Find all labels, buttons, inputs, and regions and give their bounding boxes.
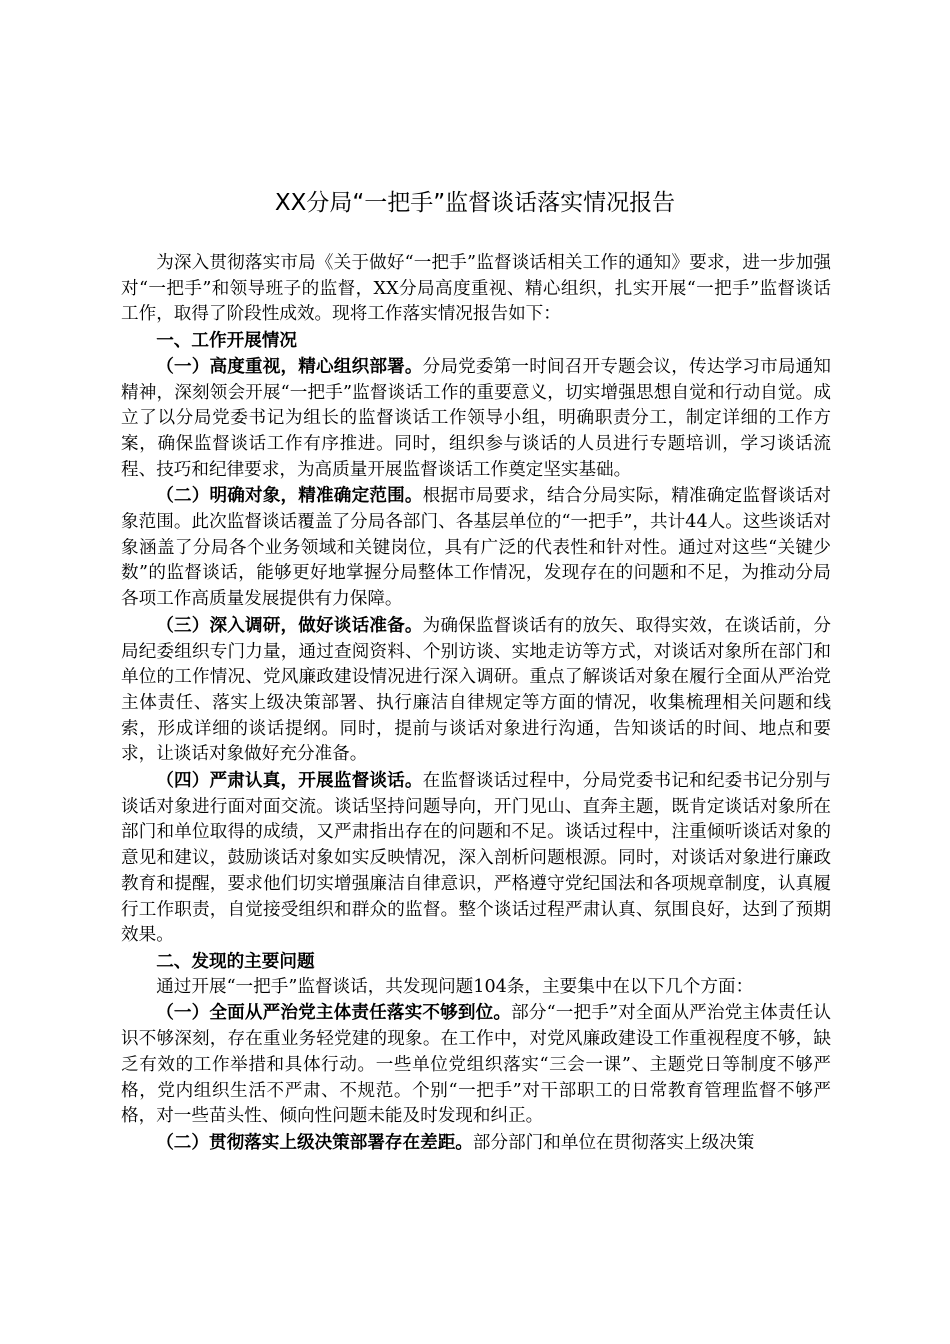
paragraph-text: 在监督谈话过程中，分局党委书记和纪委书记分别与谈话对象进行面对面交流。谈话坚持问题导向，开门见山、直奔主题，既肯定谈话对象所在部门和单位取得的成绩，又严肃指出存在的问题和不足。谈话过程中，注重倾听谈话对象的意见和建议，鼓励谈话对象如实反映情况，深入剖析问题根源。同时，对谈话对象进行廉政教育和提醒，要求他们切实增强廉洁自律意识，严格遵守党纪国法和各项规章制度，认真履行工作职责，自觉接受组织和群众的监督。整个谈话过程严肃认真、氛围良好，达到了预期效果。	[121, 771, 831, 946]
paragraph-lead: （二）明确对象，精准确定范围。	[156, 485, 423, 507]
paragraph-text: 分局党委第一时间召开专题会议，传达学习市局通知精神，深刻领会开展“一把手”监督谈话工作的重要意义，切实增强思想自觉和行动自觉。成立了以分局党委书记为组长的监督谈话工作领导小组，明确职责分工，制定详细的工作方案，确保监督谈话工作有序推进。同时，组织参与谈话的人员进行专题培训，学习谈话流程、技巧和纪律要求，为高质量开展监督谈话工作奠定坚实基础。	[121, 356, 831, 480]
document-title: XX分局“一把手”监督谈话落实情况报告	[274, 190, 676, 216]
paragraph-item	[121, 483, 831, 613]
document-body	[121, 251, 831, 1157]
paragraph-item	[121, 354, 831, 484]
paragraph-lead: （二）贯彻落实上级决策部署存在差距。	[156, 1131, 473, 1153]
section-heading-work: 一、工作开展情况	[156, 330, 297, 352]
paragraph-text: 部分部门和单位在贯彻落实上级决策	[472, 1132, 755, 1153]
section-heading-problems: 二、发现的主要问题	[156, 950, 315, 972]
paragraph-lead: （三）深入调研，做好谈话准备。	[156, 614, 423, 636]
paragraph-item	[121, 768, 831, 949]
paragraph-text: 为确保监督谈话有的放矢、取得实效，在谈话前，分局纪委组织专门力量，通过查阅资料、个别访谈、实地走访等方式，对谈话对象所在部门和单位的工作情况、党风廉政建设情况进行深入调研。重点了解谈话对象在履行全面从严治党主体责任、落实上级决策部署、执行廉洁自律规定等方面的情况，收集梳理相关问题和线索，形成详细的谈话提纲。同时，提前与谈话对象进行沟通，告知谈话的时间、地点和要求，让谈话对象做好充分准备。	[121, 615, 831, 765]
paragraph-item	[121, 1000, 831, 1130]
paragraph-text: 根据市局要求，结合分局实际，精准确定监督谈话对象范围。此次监督谈话覆盖了分局各部门、各基层单位的“一把手”，共计44人。这些谈话对象涵盖了分局各个业务领域和关键岗位，具有广泛的代表性和针对性。通过对这些“关键少数”的监督谈话，能够更好地掌握分局整体工作情况，发现存在的问题和不足，为推动分局各项工作高质量发展提供有力保障。	[121, 486, 831, 610]
paragraph-lead: （一）高度重视，精心组织部署。	[156, 355, 423, 377]
intro-paragraph: 为深入贯彻落实市局《关于做好“一把手”监督谈话相关工作的通知》要求，进一步加强对“一把手”和领导班子的监督，XX分局高度重视、精心组织，扎实开展“一把手”监督谈话工作，取得了阶段性成效。现将工作落实情况报告如下：	[121, 253, 831, 325]
paragraph-item	[121, 1130, 831, 1157]
paragraph-text: 部分“一把手”对全面从严治党主体责任认识不够深刻，存在重业务轻党建的现象。在工作中，对党风廉政建设工作重视程度不够，缺乏有效的工作举措和具体行动。一些单位党组织落实“三会一课”、主题党日等制度不够严格，党内组织生活不严肃、不规范。个别“一把手”对干部职工的日常教育管理监督不够严格，对一些苗头性、倾向性问题未能及时发现和纠正。	[121, 1003, 831, 1127]
paragraph-lead: （四）严肃认真，开展监督谈话。	[156, 770, 423, 792]
paragraph-item	[121, 613, 831, 768]
paragraph-lead: （一）全面从严治党主体责任落实不够到位。	[156, 1002, 512, 1024]
section-intro-paragraph: 通过开展“一把手”监督谈话，共发现问题104条，主要集中在以下几个方面：	[156, 976, 754, 997]
